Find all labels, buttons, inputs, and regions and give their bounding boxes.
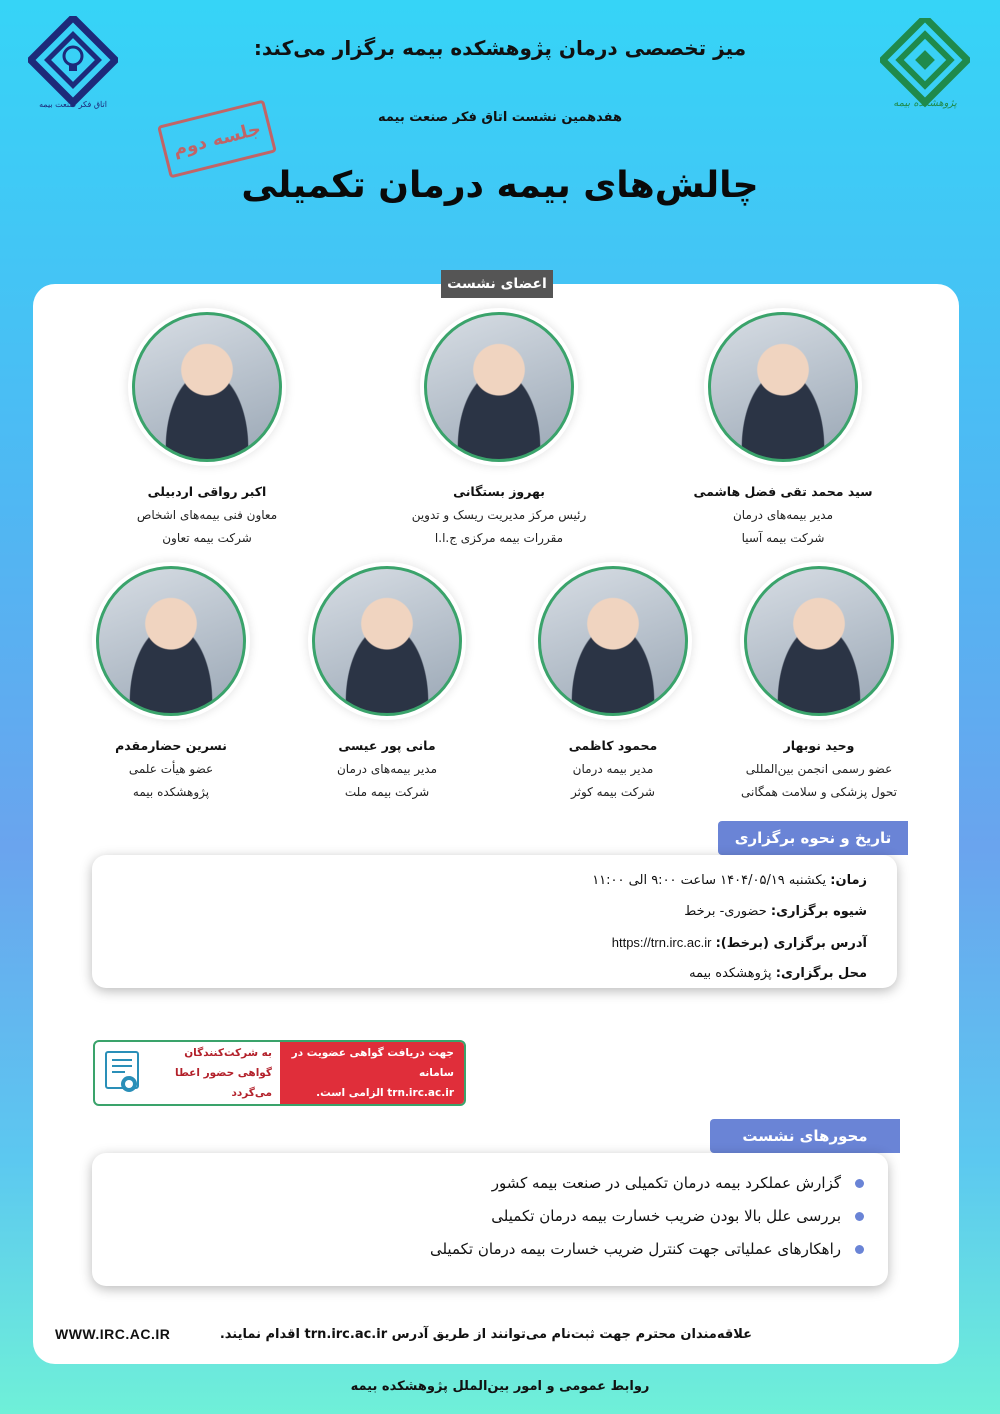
certificate-requirement (280, 1042, 464, 1104)
certificate-text (149, 1043, 272, 1103)
address-label: آدرس برگزاری (برخط): (715, 936, 867, 951)
footer-department: روابط عمومی و امور بین‌الملل پژوهشکده بیمه (350, 1379, 650, 1394)
certificate-icon (103, 1050, 141, 1096)
certificate-line: گواهی حضور اعطا می‌گردد (175, 1067, 272, 1099)
certificate-info (95, 1042, 280, 1104)
member-title: عضو رسمی انجمن بین‌المللی (745, 762, 893, 776)
member-title: مدیر بیمه‌های درمان (336, 762, 438, 776)
member-name: سید محمد تقی فضل هاشمی (693, 484, 873, 499)
place-value: پژوهشکده بیمه (689, 966, 772, 981)
mode-label: شیوه برگزاری: (770, 904, 867, 919)
place-label: محل برگزاری: (775, 966, 867, 981)
time-row (122, 865, 867, 896)
bullet-icon (855, 1245, 864, 1254)
subtitle: هفدهمین نشست اتاق فکر صنعت بیمه (377, 110, 623, 125)
address-row (122, 927, 867, 958)
member-card (61, 566, 281, 799)
member-name: وحید نوبهار (783, 738, 855, 753)
member-org: شرکت بیمه کوثر (570, 785, 655, 799)
time-label: زمان: (830, 873, 867, 888)
member-title: رئیس مرکز مدیریت ریسک و تدوین (411, 508, 587, 522)
member-title: معاون فنی بیمه‌های اشخاص (136, 508, 278, 522)
member-card (389, 312, 609, 545)
think-tank-logo (28, 16, 118, 116)
logo-caption: پژوهشکده بیمه (893, 98, 957, 109)
list-item (116, 1167, 864, 1200)
topic-text: گزارش عملکرد بیمه درمان تکمیلی در صنعت بیمه کشور (491, 1174, 841, 1192)
members-label: اعضای نشست (441, 270, 553, 298)
member-photo (96, 566, 246, 716)
member-org: شرکت بیمه تعاون (162, 531, 252, 545)
member-card (709, 566, 929, 799)
headline: میز تخصصی درمان پژوهشکده بیمه برگزار می‌کند: (253, 36, 747, 60)
page-title: چالش‌های بیمه درمان تکمیلی (241, 165, 759, 206)
website-link[interactable]: WWW.IRC.AC.IR (55, 1326, 171, 1342)
member-card (277, 566, 497, 799)
member-card (673, 312, 893, 545)
member-name: اکبر رواقی اردبیلی (147, 484, 267, 499)
member-photo (132, 312, 282, 462)
logo-caption: اتاق فکر صنعت بیمه (39, 100, 107, 109)
member-card (503, 566, 723, 799)
bullet-icon (855, 1212, 864, 1221)
member-photo (708, 312, 858, 462)
member-name: مانی پور عیسی (338, 738, 436, 753)
topic-text: بررسی علل بالا بودن ضریب خسارت بیمه درمان تکمیلی (491, 1207, 841, 1225)
member-org: شرکت بیمه ملت (344, 785, 430, 799)
member-title: مدیر بیمه‌های درمان (732, 508, 834, 522)
requirement-line: trn.irc.ac.ir الزامی است. (316, 1087, 454, 1099)
member-photo (538, 566, 688, 716)
topic-text: راهکارهای عملیاتی جهت کنترل ضریب خسارت بیمه درمان تکمیلی (429, 1240, 841, 1258)
member-title: عضو هیأت علمی (128, 762, 214, 776)
time-value: یکشنبه ۱۴۰۴/۰۵/۱۹ ساعت ۹:۰۰ الی ۱۱:۰۰ (592, 873, 827, 888)
list-item (116, 1233, 864, 1266)
member-photo (312, 566, 462, 716)
registration-note: علاقه‌مندان محترم جهت ثبت‌نام می‌توانند از طریق آدرس trn.irc.ac.ir اقدام نمایند. (219, 1327, 752, 1342)
schedule-tab: تاریخ و نحوه برگزاری (718, 821, 908, 855)
schedule-box (92, 855, 897, 988)
topics-tab: محورهای نشست (710, 1119, 900, 1153)
member-card (97, 312, 317, 545)
place-row (122, 958, 867, 989)
member-name: محمود کاظمی (568, 738, 658, 753)
certificate-notice (93, 1040, 466, 1106)
member-org: شرکت بیمه آسیا (741, 531, 825, 545)
mode-value: حضوری- برخط (684, 904, 767, 919)
requirement-line: جهت دریافت گواهی عضویت در سامانه (291, 1047, 454, 1079)
mode-row (122, 896, 867, 927)
bullet-icon (855, 1179, 864, 1188)
member-org: تحول پزشکی و سلامت همگانی (740, 785, 898, 799)
topics-box (92, 1153, 888, 1286)
member-photo (744, 566, 894, 716)
address-link[interactable]: https://trn.irc.ac.ir (611, 935, 712, 950)
member-photo (424, 312, 574, 462)
member-org: پژوهشکده بیمه (132, 785, 210, 799)
member-title: مدیر بیمه درمان (572, 762, 654, 776)
member-name: بهروز بستگانی (453, 484, 545, 499)
certificate-line: به شرکت‌کنندگان (184, 1047, 272, 1059)
research-institute-logo (880, 18, 970, 118)
member-name: نسرین حضارمقدم (115, 738, 227, 753)
list-item (116, 1200, 864, 1233)
session-stamp: جلسه دوم (157, 99, 277, 178)
member-org: مقررات بیمه مرکزی ج.ا.ا (434, 531, 564, 545)
